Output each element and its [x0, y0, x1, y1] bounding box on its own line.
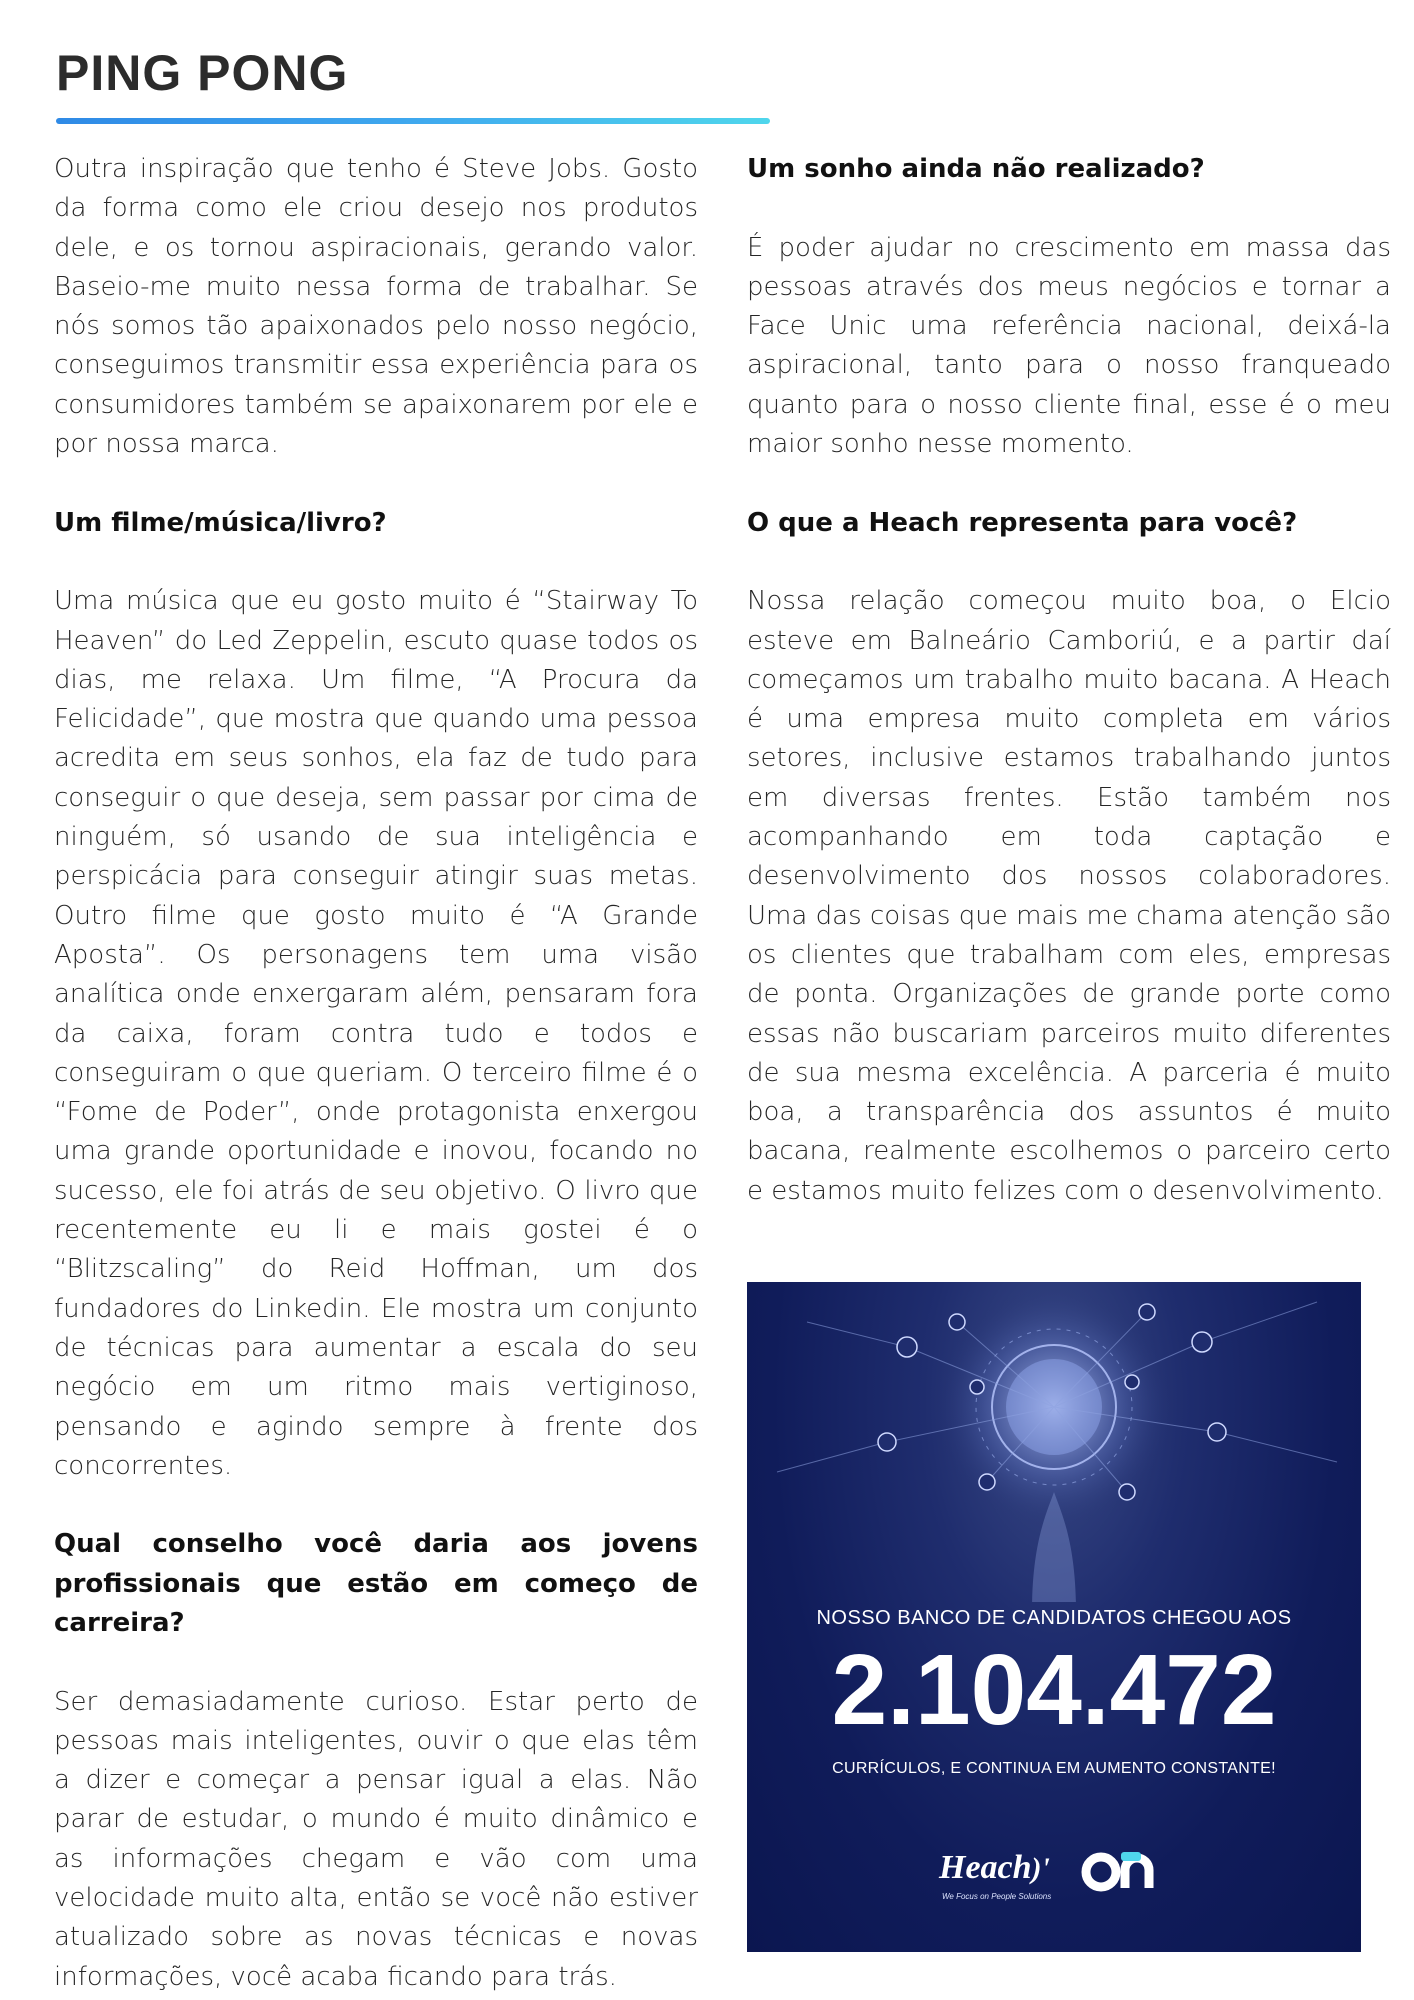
title-underline [56, 118, 770, 124]
question-advice: Qual conselho você daria aos jovens profissionais que estão em começo de carreira? [54, 1529, 698, 1638]
answer-heach: Nossa relação começou muito boa, o Elcio esteve em Balneário Camboriú, e a partir daí começamos um trabalho muito bacana. A Heach é uma empresa muito completa em vários setores, inclusive estamos trabalhando juntos em diversas frentes. Estão também nos acompanhando em toda captação e desenvolvimento dos nossos colaboradores. Uma das coisas que mais me chama atenção são os clientes que trabalham com eles, empresas de ponta. Organizações de grande porte como essas não buscariam parceiros muito diferentes de sua mesma excelência. A parceria é muito boa, a transparência dos assuntos é muito bacana, realmente escolhemos o parceiro certo e estamos muito felizes com o desenvolvimento. [747, 586, 1391, 1206]
candidates-banner [747, 1282, 1361, 1952]
question-heach: O que a Heach representa para você? [747, 507, 1298, 538]
on-logo [1081, 1848, 1163, 1896]
heach-logo-text: Heach [939, 1849, 1032, 1886]
intro-paragraph: Outra inspiração que tenho é Steve Jobs. Gosto da forma como ele criou desejo nos produtos dele, e os tornou aspiracionais, gerando valor. Baseio-me muito nessa forma de trabalhar. Se nós somos tão apaixonados pelo nosso negócio, conseguimos transmitir essa experiência para os consumidores também se apaixonarem por ele e por nossa marca. [54, 154, 698, 460]
answer-dream: É poder ajudar no crescimento em massa das pessoas através dos meus negócios e tornar a Face Unic uma referência nacional, deixá-la aspiracional, tanto para o nosso franqueado quanto para o nosso cliente final, esse é o meu maior sonho nesse momento. [747, 232, 1391, 460]
answer-film-music-book: Uma música que eu gosto muito é “Stairway To Heaven” do Led Zeppelin, escuto quase todos os dias, me relaxa. Um filme, “A Procura da Felicidade”, que mostra que quando uma pessoa acredita em seus sonhos, ela faz de tudo para conseguir o que deseja, sem passar por cima de ninguém, só usando de sua inteligência e perspicácia para conseguir atingir suas metas. Outro filme que gosto muito é “A Grande Aposta”. Os personagens tem uma visão analítica onde enxergaram além, pensaram fora da caixa, foram contra tudo e todos e conseguiram o que queriam. O terceiro filme é o “Fome de Poder”, onde protagonista enxergou uma grande oportunidade e inovou, focando no sucesso, ele foi atrás de seu objetivo. O livro que recentemente eu li e mais gostei é o “Blitzscaling” do Reid Hoffman, um dos fundadores do Linkedin. Ele mostra um conjunto de técnicas para aumentar a escala do seu negócio em um ritmo mais vertiginoso, pensando e agindo sempre à frente dos concorrentes. [54, 586, 698, 1481]
banner-subheading: CURRÍCULOS, E CONTINUA EM AUMENTO CONSTANTE! [832, 1760, 1276, 1777]
right-column [747, 150, 1391, 1211]
page-title: PING PONG [56, 45, 349, 101]
on-logo-icon [1081, 1848, 1163, 1892]
banner-heading: NOSSO BANCO DE CANDIDATOS CHEGOU AOS [816, 1607, 1292, 1629]
question-film-music-book: Um filme/música/livro? [54, 507, 387, 538]
question-dream: Um sonho ainda não realizado? [747, 154, 1205, 184]
candidates-count: 2.104.472 [831, 1634, 1277, 1746]
left-column [54, 150, 698, 1997]
network-globe-illustration [747, 1282, 1361, 1602]
answer-advice: Ser demasiadamente curioso. Estar perto de pessoas mais inteligentes, ouvir o que elas têm a dizer e começar a pensar igual a elas. Não parar de estudar, o mundo é muito dinâmico e as informações chegam e vão com uma velocidade muito alta, então se você não estiver atualizado sobre as novas técnicas e novas informações, você acaba ficando para trás. [54, 1686, 698, 1992]
heach-logo: Heach)' [939, 1849, 1050, 1886]
heach-logo-tagline: We Focus on People Solutions [942, 1892, 1052, 1901]
